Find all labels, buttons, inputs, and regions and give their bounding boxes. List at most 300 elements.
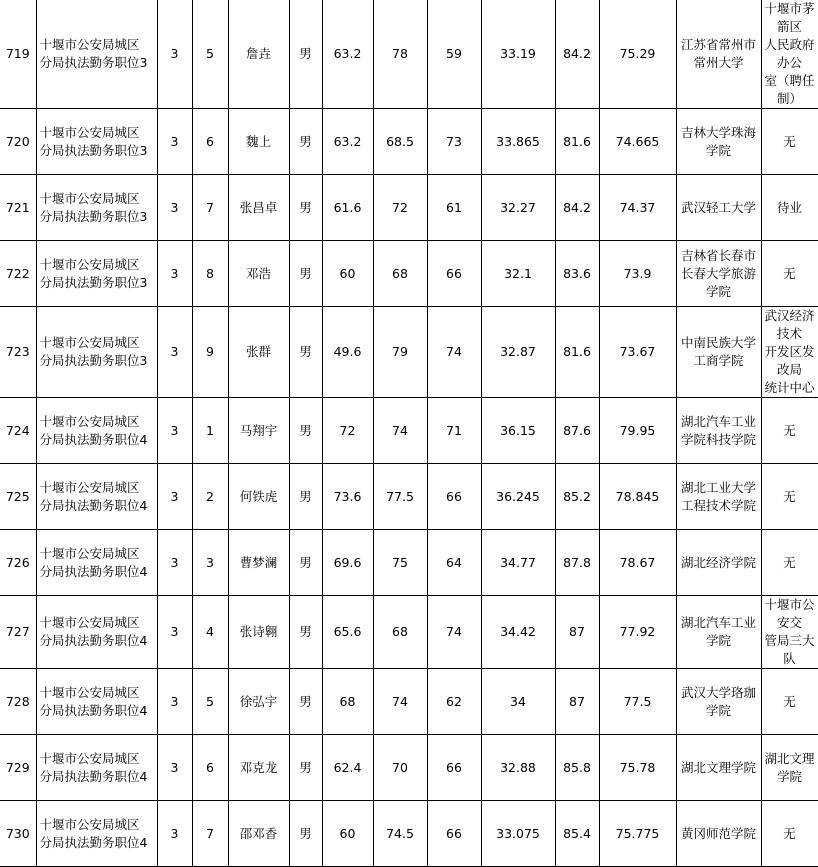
total-score-cell-text: 78.845: [615, 488, 660, 504]
score-1-cell-text: 63.2: [333, 46, 362, 61]
score-3-cell: [427, 464, 481, 530]
employer-cell: [761, 669, 818, 735]
employer-cell: [761, 801, 818, 867]
score-1-cell-text: 49.6: [333, 344, 362, 359]
score-2-cell: [373, 0, 427, 109]
employer-cell-text: 无: [783, 488, 796, 504]
score-4-cell-text: 32.87: [500, 344, 536, 359]
quota-cell-text: 3: [170, 133, 179, 149]
position-cell: [36, 735, 157, 801]
score-3-cell: [427, 398, 481, 464]
rank-cell: [192, 669, 228, 735]
score-1-cell: [322, 241, 373, 307]
rank-cell: [192, 735, 228, 801]
score-5-cell-text: 87.6: [563, 422, 591, 438]
gender-cell-text: 男: [299, 825, 312, 841]
rank-cell-text: 9: [206, 344, 214, 359]
score-4-cell: [481, 530, 555, 596]
rank-cell-text: 4: [206, 624, 214, 639]
score-2-cell-text: 79: [392, 344, 408, 359]
score-4-cell: [481, 0, 555, 109]
quota-cell-text: 3: [170, 554, 179, 570]
employer-cell: [761, 307, 818, 398]
gender-cell-text: 男: [299, 759, 312, 775]
total-score-cell-text: 79.95: [619, 422, 656, 438]
score-2-cell: [373, 735, 427, 801]
score-5-cell: [555, 241, 599, 307]
quota-cell-text: 3: [170, 199, 179, 215]
score-5-cell-text: 85.4: [563, 825, 591, 841]
candidate-name-cell: [228, 241, 289, 307]
school-cell: [676, 175, 761, 241]
score-2-cell: [373, 175, 427, 241]
school-cell: [676, 801, 761, 867]
rank-cell: [192, 596, 228, 669]
table-row: [0, 307, 818, 398]
gender-cell-text: 男: [299, 199, 312, 215]
candidate-name-cell-text: 徐弘宇: [239, 693, 278, 709]
school-cell-text: 江苏省常州市 常州大学: [680, 37, 756, 70]
score-5-cell-text: 85.8: [563, 759, 591, 775]
candidate-name-cell: [228, 801, 289, 867]
score-5-cell: [555, 464, 599, 530]
score-2-cell-text: 74: [392, 693, 408, 709]
gender-cell: [289, 175, 322, 241]
total-score-cell-text: 75.775: [615, 825, 660, 841]
employer-cell-text: 湖北文理学院: [764, 750, 815, 784]
total-score-cell-text: 74.37: [619, 199, 656, 215]
candidate-name-cell-text: 马翔宇: [239, 422, 278, 438]
row-number-text: 719: [5, 46, 30, 61]
row-number-text: 728: [5, 693, 30, 709]
row-number: [0, 307, 36, 398]
position-cell-text: 十堰市公安局城区 分局执法勤务职位3: [39, 256, 148, 290]
employer-cell-text: 十堰市茅箭区 人民政府办公 室（聘任制）: [764, 1, 815, 106]
quota-cell: [157, 801, 192, 867]
quota-cell: [157, 109, 192, 175]
score-3-cell-text: 62: [446, 693, 462, 709]
candidate-name-cell-text: 邵邓香: [239, 825, 278, 841]
score-4-cell-text: 33.075: [496, 825, 540, 841]
row-number-text: 724: [5, 422, 30, 438]
score-1-cell: [322, 669, 373, 735]
score-3-cell: [427, 109, 481, 175]
score-5-cell-text: 87: [569, 624, 585, 639]
score-3-cell-text: 66: [446, 265, 462, 281]
row-number: [0, 241, 36, 307]
score-5-cell-text: 85.2: [563, 488, 591, 504]
gender-cell: [289, 596, 322, 669]
total-score-cell-text: 77.5: [623, 693, 652, 709]
score-3-cell: [427, 307, 481, 398]
score-1-cell: [322, 596, 373, 669]
score-4-cell-text: 34: [510, 693, 526, 709]
rank-cell-text: 6: [206, 133, 214, 149]
row-number: [0, 530, 36, 596]
score-2-cell: [373, 241, 427, 307]
score-1-cell: [322, 464, 373, 530]
school-cell: [676, 735, 761, 801]
table-row: [0, 0, 818, 109]
row-number: [0, 109, 36, 175]
score-3-cell-text: 66: [446, 488, 462, 504]
gender-cell: [289, 464, 322, 530]
quota-cell-text: 3: [170, 759, 179, 775]
table-row: [0, 801, 818, 867]
score-4-cell-text: 34.42: [500, 624, 536, 639]
score-1-cell: [322, 175, 373, 241]
row-number-text: 722: [5, 265, 30, 281]
position-cell: [36, 596, 157, 669]
score-5-cell: [555, 0, 599, 109]
employer-cell-text: 武汉经济技术 开发区发改局 统计中心: [764, 308, 815, 395]
table-row: [0, 530, 818, 596]
quota-cell-text: 3: [170, 46, 179, 61]
score-2-cell: [373, 464, 427, 530]
score-4-cell: [481, 801, 555, 867]
candidate-name-cell: [228, 175, 289, 241]
candidate-name-cell: [228, 464, 289, 530]
total-score-cell-text: 77.92: [619, 624, 656, 639]
score-4-cell: [481, 241, 555, 307]
candidate-name-cell-text: 张群: [245, 344, 271, 359]
table-row: [0, 669, 818, 735]
total-score-cell: [599, 398, 676, 464]
score-2-cell: [373, 307, 427, 398]
rank-cell-text: 5: [206, 46, 214, 61]
gender-cell: [289, 398, 322, 464]
row-number-text: 721: [5, 199, 30, 215]
table-row: [0, 175, 818, 241]
position-cell-text: 十堰市公安局城区 分局执法勤务职位4: [39, 684, 148, 718]
score-3-cell-text: 66: [446, 825, 462, 841]
position-cell-text: 十堰市公安局城区 分局执法勤务职位3: [39, 335, 148, 368]
candidate-name-cell-text: 邓浩: [245, 265, 271, 281]
employer-cell: [761, 735, 818, 801]
candidate-name-cell-text: 邓克龙: [239, 759, 278, 775]
score-5-cell: [555, 530, 599, 596]
score-4-cell-text: 33.865: [496, 133, 540, 149]
gender-cell: [289, 735, 322, 801]
quota-cell: [157, 0, 192, 109]
score-5-cell: [555, 596, 599, 669]
total-score-cell: [599, 464, 676, 530]
score-3-cell: [427, 801, 481, 867]
candidate-name-cell-text: 张诗翱: [239, 624, 278, 639]
position-cell-text: 十堰市公安局城区 分局执法勤务职位4: [39, 413, 148, 447]
score-1-cell-text: 68: [339, 693, 356, 709]
score-5-cell-text: 83.6: [563, 265, 591, 281]
score-4-cell: [481, 307, 555, 398]
score-5-cell: [555, 109, 599, 175]
score-3-cell-text: 64: [446, 554, 462, 570]
candidate-name-cell: [228, 109, 289, 175]
rank-cell: [192, 241, 228, 307]
school-cell-text: 吉林大学珠海 学院: [680, 124, 756, 158]
candidate-name-cell-text: 何铁虎: [239, 488, 278, 504]
employer-cell: [761, 464, 818, 530]
rank-cell-text: 2: [206, 488, 214, 504]
school-cell-text: 武汉轻工大学: [680, 199, 756, 215]
table-row: [0, 109, 818, 175]
quota-cell: [157, 398, 192, 464]
school-cell-text: 湖北汽车工业 学院: [680, 615, 756, 648]
score-3-cell-text: 74: [446, 344, 462, 359]
position-cell: [36, 530, 157, 596]
quota-cell: [157, 596, 192, 669]
employer-cell-text: 无: [783, 265, 796, 281]
score-2-cell: [373, 596, 427, 669]
row-number-text: 720: [5, 133, 30, 149]
school-cell: [676, 0, 761, 109]
rank-cell: [192, 801, 228, 867]
row-number-text: 726: [5, 554, 30, 570]
candidate-name-cell-text: 詹垚: [245, 46, 271, 61]
score-4-cell-text: 32.88: [500, 759, 536, 775]
rank-cell: [192, 109, 228, 175]
gender-cell-text: 男: [299, 344, 312, 359]
row-number: [0, 669, 36, 735]
position-cell: [36, 801, 157, 867]
score-2-cell-text: 72: [392, 199, 408, 215]
table-row: [0, 398, 818, 464]
score-5-cell-text: 84.2: [563, 199, 591, 215]
quota-cell-text: 3: [170, 344, 179, 359]
employer-cell-text: 无: [783, 693, 796, 709]
gender-cell: [289, 241, 322, 307]
employer-cell-text: 无: [783, 422, 796, 438]
school-cell-text: 湖北工业大学 工程技术学院: [680, 479, 756, 513]
score-4-cell-text: 34.77: [500, 554, 536, 570]
school-cell-text: 中南民族大学 工商学院: [680, 335, 756, 368]
candidate-name-cell: [228, 596, 289, 669]
score-2-cell-text: 74.5: [386, 825, 414, 841]
score-4-cell: [481, 669, 555, 735]
score-2-cell-text: 68.5: [386, 133, 414, 149]
score-1-cell: [322, 801, 373, 867]
candidate-name-cell: [228, 0, 289, 109]
row-number: [0, 464, 36, 530]
score-4-cell: [481, 596, 555, 669]
score-1-cell: [322, 0, 373, 109]
score-2-cell-text: 78: [392, 46, 408, 61]
employer-cell-text: 无: [783, 554, 796, 570]
employer-cell-text: 无: [783, 825, 796, 841]
score-4-cell: [481, 735, 555, 801]
position-cell: [36, 307, 157, 398]
score-4-cell-text: 32.1: [504, 265, 532, 281]
candidate-name-cell: [228, 307, 289, 398]
row-number-text: 723: [5, 344, 30, 359]
school-cell-text: 武汉大学珞珈 学院: [680, 684, 756, 718]
school-cell: [676, 307, 761, 398]
row-number-text: 730: [5, 825, 30, 841]
score-2-cell-text: 75: [392, 554, 408, 570]
score-5-cell-text: 87.8: [563, 554, 591, 570]
score-1-cell: [322, 307, 373, 398]
score-4-cell-text: 36.245: [496, 488, 540, 504]
score-5-cell-text: 81.6: [563, 344, 591, 359]
candidate-name-cell-text: 曹梦澜: [239, 554, 278, 570]
position-cell: [36, 398, 157, 464]
score-1-cell: [322, 109, 373, 175]
school-cell-text: 黄冈师范学院: [680, 825, 756, 841]
school-cell-text: 湖北汽车工业 学院科技学院: [680, 413, 756, 447]
score-2-cell-text: 68: [392, 265, 408, 281]
score-2-cell-text: 68: [392, 624, 408, 639]
quota-cell: [157, 307, 192, 398]
position-cell-text: 十堰市公安局城区 分局执法勤务职位3: [39, 37, 148, 70]
score-3-cell-text: 73: [446, 133, 462, 149]
score-4-cell: [481, 175, 555, 241]
gender-cell-text: 男: [299, 693, 312, 709]
score-3-cell: [427, 735, 481, 801]
row-number-text: 725: [5, 488, 30, 504]
score-5-cell: [555, 801, 599, 867]
gender-cell-text: 男: [299, 265, 312, 281]
score-2-cell: [373, 669, 427, 735]
rank-cell-text: 8: [206, 265, 214, 281]
row-number: [0, 801, 36, 867]
gender-cell-text: 男: [299, 488, 312, 504]
gender-cell-text: 男: [299, 422, 312, 438]
score-3-cell: [427, 0, 481, 109]
gender-cell: [289, 669, 322, 735]
score-4-cell: [481, 398, 555, 464]
quota-cell: [157, 175, 192, 241]
rank-cell: [192, 0, 228, 109]
position-cell-text: 十堰市公安局城区 分局执法勤务职位4: [39, 545, 148, 579]
score-1-cell-text: 72: [339, 422, 356, 438]
row-number-text: 729: [5, 759, 30, 775]
quota-cell-text: 3: [170, 488, 179, 504]
rank-cell-text: 6: [206, 759, 214, 775]
table-row: [0, 464, 818, 530]
table-row: [0, 596, 818, 669]
candidate-name-cell: [228, 735, 289, 801]
table-row: [0, 241, 818, 307]
candidate-name-cell: [228, 669, 289, 735]
rank-cell-text: 5: [206, 693, 214, 709]
score-3-cell-text: 59: [446, 46, 462, 61]
position-cell-text: 十堰市公安局城区 分局执法勤务职位4: [39, 816, 148, 850]
school-cell-text: 湖北文理学院: [680, 759, 756, 775]
school-cell: [676, 530, 761, 596]
score-1-cell: [322, 530, 373, 596]
score-1-cell: [322, 735, 373, 801]
quota-cell: [157, 241, 192, 307]
school-cell-text: 吉林省长春市 长春大学旅游 学院: [680, 247, 756, 299]
row-number: [0, 735, 36, 801]
row-number: [0, 398, 36, 464]
rank-cell: [192, 464, 228, 530]
total-score-cell: [599, 175, 676, 241]
quota-cell: [157, 669, 192, 735]
position-cell-text: 十堰市公安局城区 分局执法勤务职位4: [39, 615, 148, 648]
employer-cell: [761, 175, 818, 241]
position-cell: [36, 0, 157, 109]
score-5-cell: [555, 735, 599, 801]
gender-cell: [289, 0, 322, 109]
quota-cell: [157, 735, 192, 801]
employer-cell: [761, 241, 818, 307]
position-cell: [36, 109, 157, 175]
school-cell: [676, 669, 761, 735]
gender-cell: [289, 109, 322, 175]
employer-cell-text: 无: [783, 133, 796, 149]
score-3-cell: [427, 175, 481, 241]
gender-cell-text: 男: [299, 554, 312, 570]
school-cell: [676, 464, 761, 530]
score-3-cell-text: 66: [446, 759, 462, 775]
score-2-cell: [373, 801, 427, 867]
score-4-cell-text: 36.15: [500, 422, 536, 438]
score-1-cell: [322, 398, 373, 464]
employer-cell-text: 待业: [776, 199, 802, 215]
gender-cell: [289, 801, 322, 867]
score-4-cell: [481, 464, 555, 530]
candidate-name-cell: [228, 398, 289, 464]
school-cell: [676, 241, 761, 307]
score-3-cell: [427, 669, 481, 735]
score-2-cell-text: 77.5: [386, 488, 414, 504]
score-3-cell: [427, 596, 481, 669]
row-number-text: 727: [5, 624, 30, 639]
gender-cell: [289, 307, 322, 398]
position-cell-text: 十堰市公安局城区 分局执法勤务职位4: [39, 479, 148, 513]
gender-cell: [289, 530, 322, 596]
employer-cell: [761, 109, 818, 175]
score-2-cell: [373, 530, 427, 596]
table-row: [0, 735, 818, 801]
score-3-cell-text: 71: [446, 422, 462, 438]
position-cell-text: 十堰市公安局城区 分局执法勤务职位4: [39, 750, 148, 784]
position-cell: [36, 669, 157, 735]
employer-cell: [761, 530, 818, 596]
score-3-cell: [427, 530, 481, 596]
total-score-cell: [599, 241, 676, 307]
score-1-cell-text: 60: [339, 825, 356, 841]
score-5-cell: [555, 175, 599, 241]
total-score-cell-text: 73.9: [623, 265, 652, 281]
school-cell: [676, 109, 761, 175]
total-score-cell: [599, 530, 676, 596]
score-1-cell-text: 65.6: [333, 624, 362, 639]
employer-cell-text: 十堰市公安交 管局三大队: [764, 597, 815, 666]
employer-cell: [761, 398, 818, 464]
quota-cell-text: 3: [170, 693, 179, 709]
total-score-cell-text: 75.29: [619, 46, 656, 61]
score-5-cell: [555, 669, 599, 735]
score-3-cell-text: 61: [446, 199, 462, 215]
score-5-cell: [555, 398, 599, 464]
total-score-cell: [599, 307, 676, 398]
position-cell-text: 十堰市公安局城区 分局执法勤务职位3: [39, 124, 148, 158]
total-score-cell: [599, 735, 676, 801]
rank-cell: [192, 307, 228, 398]
score-1-cell-text: 73.6: [333, 488, 362, 504]
rank-cell-text: 1: [206, 422, 214, 438]
rank-cell-text: 7: [206, 199, 214, 215]
score-3-cell: [427, 241, 481, 307]
employer-cell: [761, 0, 818, 109]
position-cell: [36, 241, 157, 307]
school-cell-text: 湖北经济学院: [680, 554, 756, 570]
row-number: [0, 175, 36, 241]
gender-cell-text: 男: [299, 624, 312, 639]
position-cell-text: 十堰市公安局城区 分局执法勤务职位3: [39, 190, 148, 224]
score-1-cell-text: 63.2: [333, 133, 362, 149]
